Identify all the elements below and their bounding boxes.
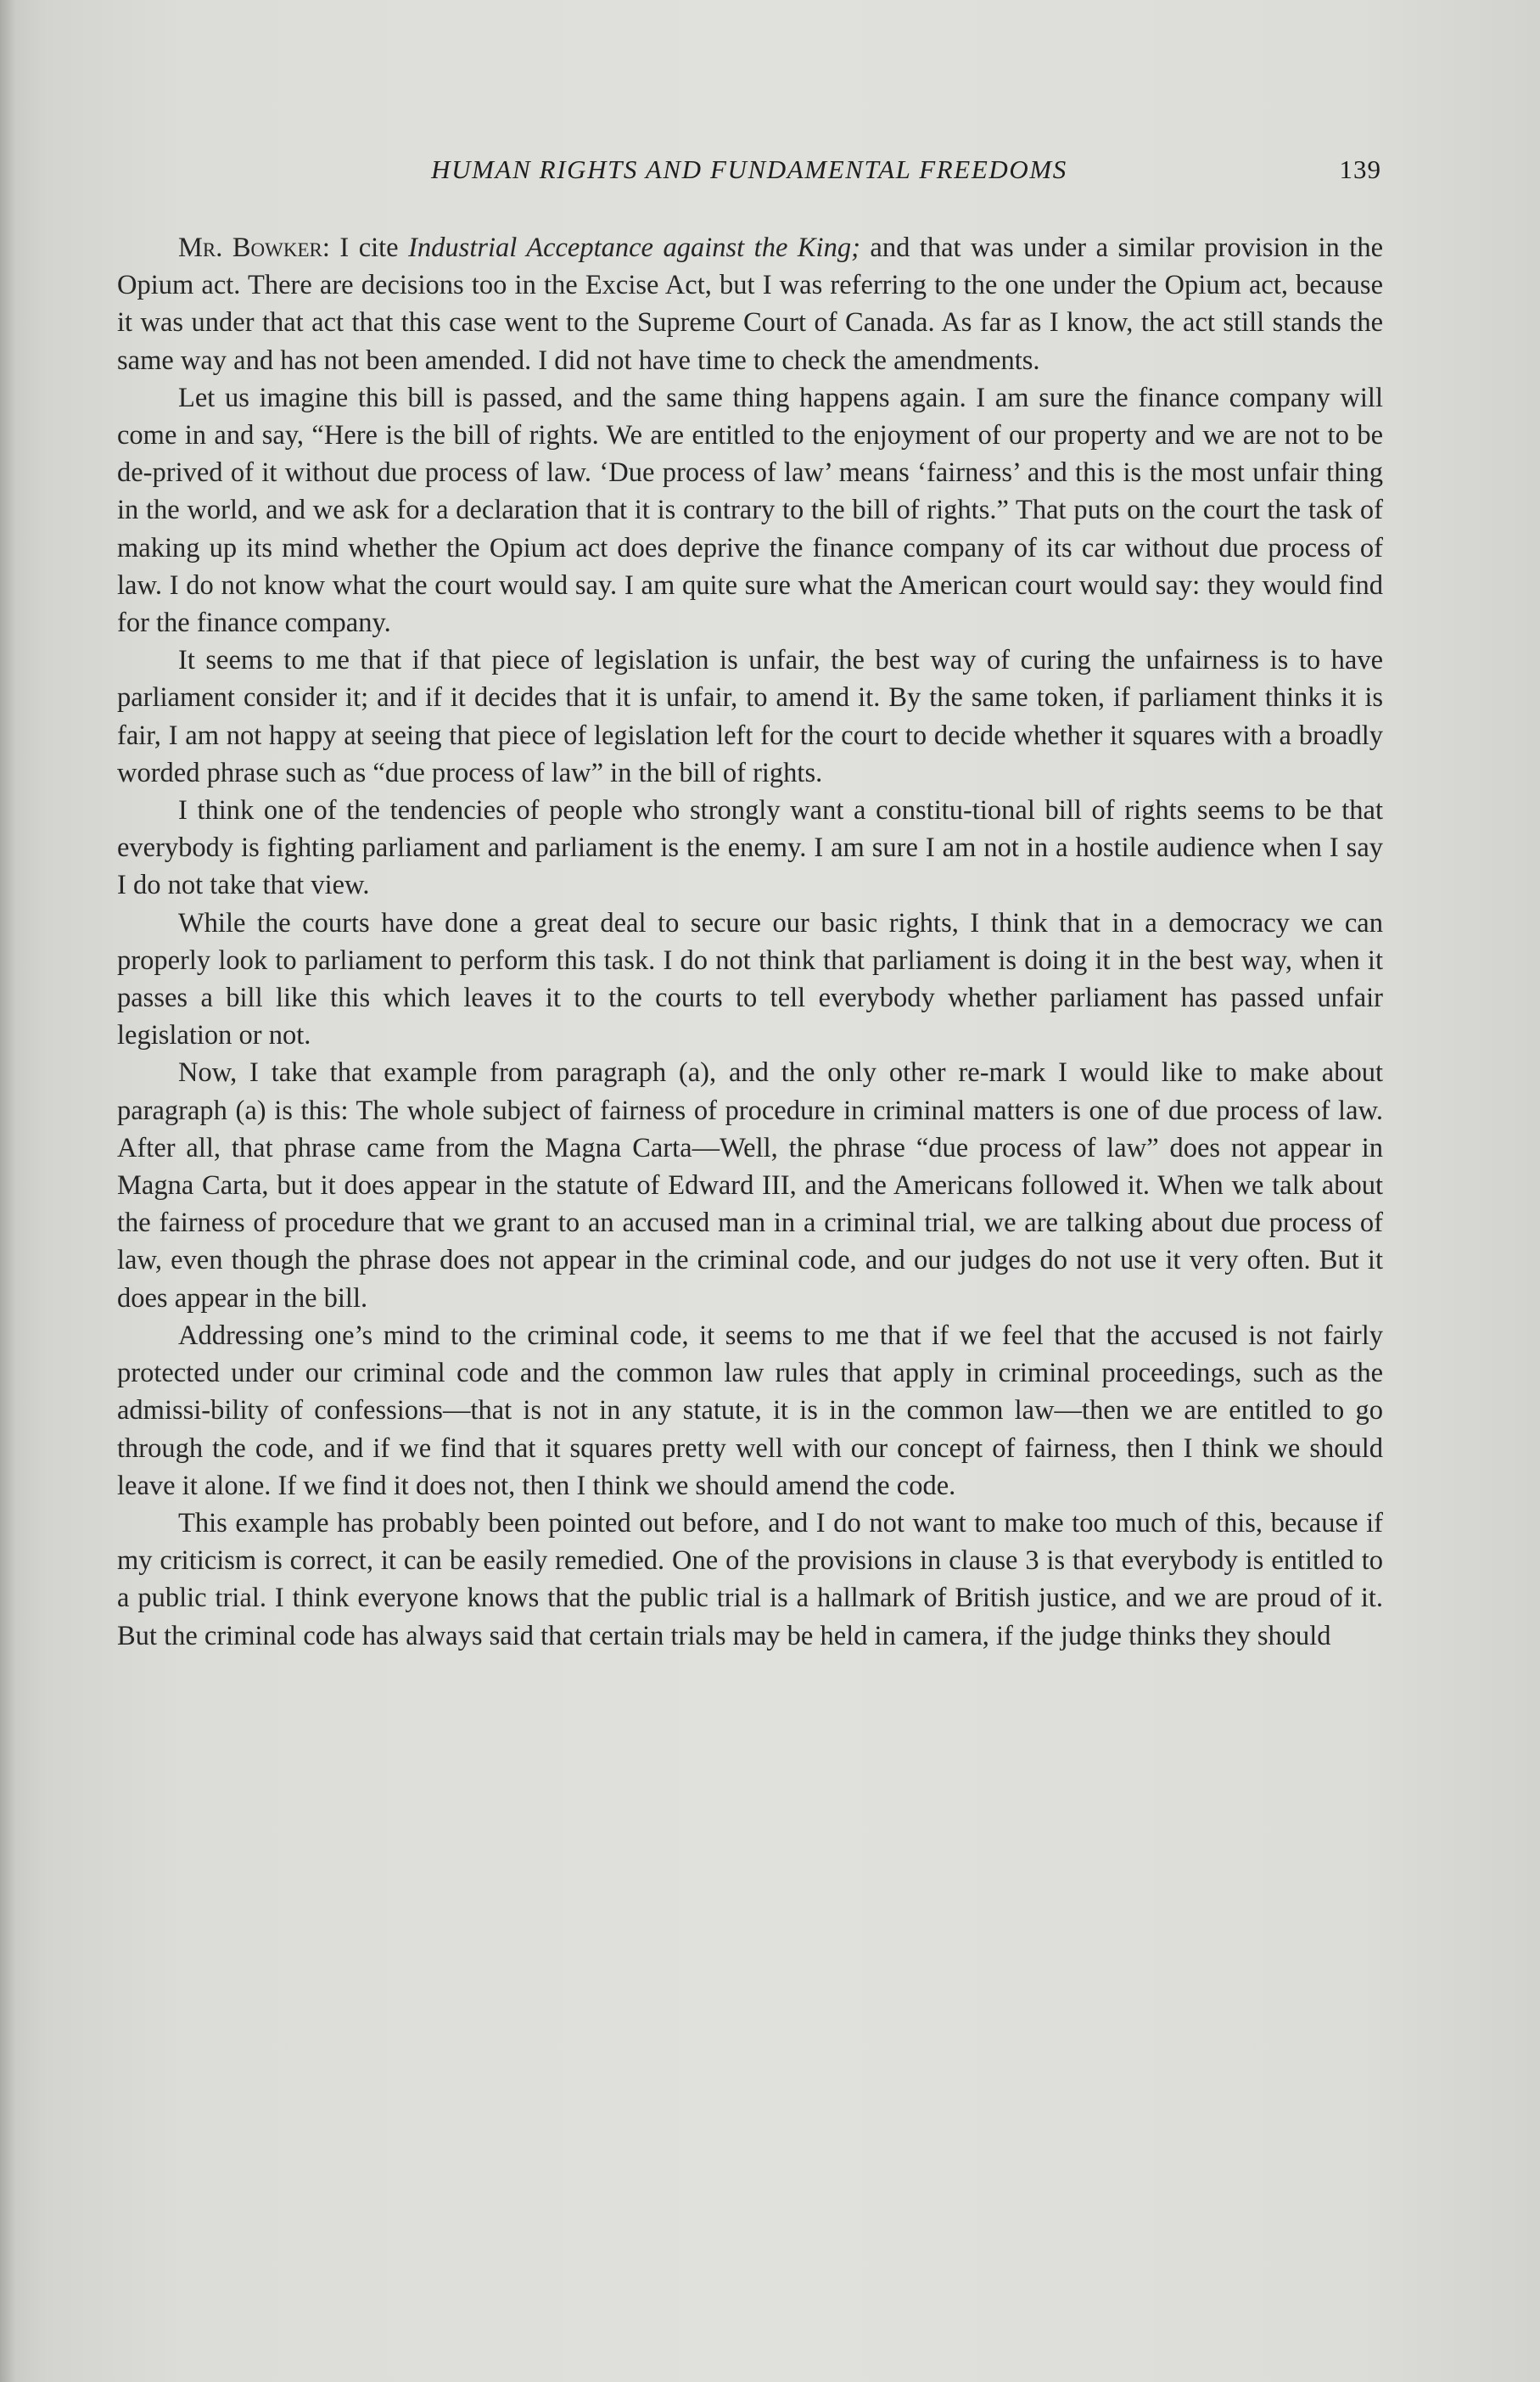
paragraph: I think one of the tendencies of people who strongly want a constitu-tional bill of rights seems to be that everybody is fighting parliament and parliament is the enemy. I am sure I am not in a hostile audience when I say I do not take that view. xyxy=(117,795,1383,901)
case-citation: Industrial Acceptance against the King; xyxy=(408,233,860,263)
paragraph-lead: : I cite xyxy=(322,233,409,263)
running-title: HUMAN RIGHTS AND FUNDAMENTAL FREEDOMS xyxy=(431,154,1067,184)
paragraph-text: and that was under a similar provision in the Opium act. There are decisions too in the Excise Act, but I was referring to the one under the Opium act, because it was under that act that this case went to the Supreme Court of Canada. As far as I know, the act still stands the same way and has not been amended. I did not have time to check the amendments. xyxy=(117,233,1384,376)
paragraph: It seems to me that if that piece of legislation is unfair, the best way of curing the unfairness is to have parliament consider it; and if it decides that it is unfair, to amend it. By the same token, if parliament thinks it is fair, I am not happy at seeing that piece of legislation left for the court to decide whether it squares with a broadly worded phrase such as “due process of law” in the bill of rights. xyxy=(117,645,1383,788)
paragraph: Now, I take that example from paragraph (a), and the only other re-mark I would like to make about paragraph (a) is this: The whole subject of fairness of procedure in criminal matters is one of due process of law. After all, that phrase came from the Magna Carta—Well, the phrase “due process of law” does not appear in Magna Carta, but it does appear in the statute of Edward III, and the Americans followed it. When we talk about the fairness of procedure that we grant to an accused man in a criminal trial, we are talking about due process of law, even though the phrase does not appear in the criminal code, and our judges do not use it very often. But it does appear in the bill. xyxy=(117,1057,1383,1314)
paragraph: Let us imagine this bill is passed, and the same thing happens again. I am sure the finance company will come in and say, “Here is the bill of rights. We are entitled to the enjoyment of our property and we are not to be de-prived of it without due process of law. ‘Due process of law’ means ‘fairness’ and this is the most unfair thing in the world, and we ask for a declaration that it is contrary to the bill of rights.” That puts on the court the task of making up its mind whether the Opium act does deprive the finance company of its car without due process of law. I do not know what the court would say. I am quite sure what the American court would say: they would find for the finance company. xyxy=(117,382,1383,639)
page-number: 139 xyxy=(1339,154,1381,184)
paragraph xyxy=(117,229,1383,379)
speaker-name: Mr. Bowker xyxy=(178,233,322,263)
paragraph: This example has probably been pointed out before, and I do not want to make too much of this, because if my criticism is correct, it can be easily remedied. One of the provisions in clause 3 is that everybody is entitled to a public trial. I think everyone knows that the public trial is a hallmark of British justice, and we are proud of it. But the criminal code has always said that certain trials may be held in camera, if the judge thinks they should xyxy=(117,1507,1383,1651)
paragraph: Addressing one’s mind to the criminal code, it seems to me that if we feel that the accused is not fairly protected under our criminal code and the common law rules that apply in criminal proceedings, such as the admissi-bility of confessions—that is not in any statute, it is in the common law—then we are entitled to go through the code, and if we find that it squares pretty well with our concept of fairness, then I think we should leave it alone. If we find it does not, then I think we should amend the code. xyxy=(117,1320,1383,1501)
body-text xyxy=(117,229,1383,1655)
page-gutter-shadow xyxy=(0,0,15,2382)
running-header xyxy=(117,154,1381,199)
paragraph: While the courts have done a great deal to secure our basic rights, I think that in a democracy we can properly look to parliament to perform this task. I do not think that parliament is doing it in the best way, when it passes a bill like this which leaves it to the courts to tell everybody whether parliament has passed unfair legislation or not. xyxy=(117,907,1383,1051)
